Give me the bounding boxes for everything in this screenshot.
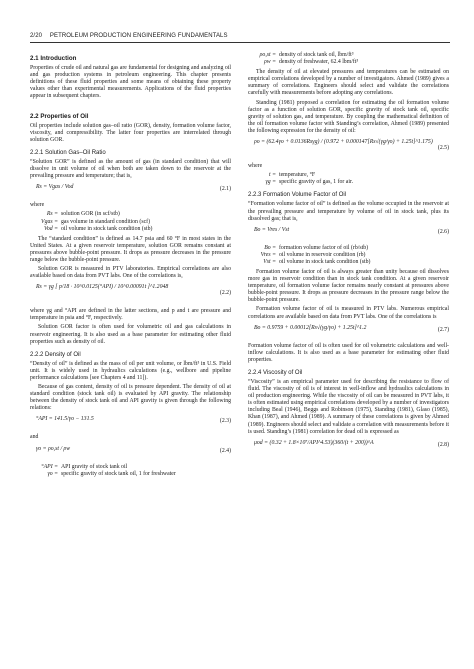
symbol: Vgas = xyxy=(41,218,58,225)
paragraph: Because of gas content, density of oil is pressure dependent. The density of oil at standard condition (stock tank oil) is evaluated by API gravity. The relationship between the density of stock tank oil and API gravity is given through the following relations: xyxy=(30,384,231,412)
subsection-heading-2-2-4: 2.2.4 Viscosity of Oil xyxy=(248,369,303,376)
paragraph: Solution GOR is measured in PTV laboratories. Empirical correlations are also available based on data from PVT labs. One of the correlations is, xyxy=(30,266,231,280)
symbol: Rs = xyxy=(46,211,58,218)
symbol: Vres = xyxy=(260,251,276,258)
definition: API gravity of stock tank oil xyxy=(61,463,128,470)
equation-body: Rs = Vgas / Vod xyxy=(36,184,74,191)
page-number: 2/20 xyxy=(30,33,43,39)
equation-body: μod = (0.32 + 1.8×10⁷/API^4.53)(360/(t + 200))^A xyxy=(254,439,374,446)
equation-number: (2.3) xyxy=(219,418,231,425)
definition: specific gravity of gas, 1 for air. xyxy=(279,179,354,186)
paragraph: Standing (1981) proposed a correlation for estimating the oil formation volume factor as a function of solution GOR, specific gravity of stock tank oil, specific gravity of solution gas, and temperature. By coupling the mathematical definition of the oil formation volume factor with Standing’s correlation, Ahmed (1989) presented the following expression for the density of oil: xyxy=(248,99,449,134)
definition-row xyxy=(30,211,231,218)
paragraph: where γg and °API are defined in the latter sections, and p and t are pressure and temperature in psia and °F, respectively. xyxy=(30,308,231,322)
definition: gas volume in standard condition (scf) xyxy=(61,218,151,225)
definition-row xyxy=(248,252,449,259)
equation-body: Rs = γg [ p/18 · 10^0.0125(°API) / 10^0.00091t ]^1.2048 xyxy=(36,284,169,291)
definition-list xyxy=(248,52,449,66)
equation-number: (2.2) xyxy=(219,290,231,297)
equation-2-7 xyxy=(248,325,449,339)
paragraph: Solution GOR factor is often used for volumetric oil and gas calculations in reservoir engineering. It is also used as a base parameter for estimating other fluid properties such as density of oil. xyxy=(30,324,231,345)
equation-body: Bo = Vres / Vst xyxy=(254,226,290,233)
section-heading-2-2: 2.2 Properties of Oil xyxy=(30,112,89,120)
symbol: γo = xyxy=(47,470,58,477)
definition: specific gravity of stock tank oil, 1 for freshwater xyxy=(61,470,176,477)
subsection-heading-2-2-1: 2.2.1 Solution Gas–Oil Ratio xyxy=(30,149,106,156)
definition-row xyxy=(30,219,231,226)
equation-body: γo = ρo,st / ρw xyxy=(36,445,71,452)
symbol: Vod = xyxy=(43,225,58,232)
symbol: Bo = xyxy=(264,244,276,251)
definition-list xyxy=(248,172,449,186)
symbol: ρo,st = xyxy=(259,52,276,58)
definition: formation volume factor of oil (rb/stb) xyxy=(279,244,369,251)
equation-body: Bo = 0.9759 + 0.00012[Rs√(γg/γo) + 1.25t]^1.2 xyxy=(254,324,367,331)
symbol: Vst = xyxy=(263,258,276,265)
definition-row xyxy=(248,59,449,66)
definition-row xyxy=(248,245,449,252)
paragraph: The density of oil at elevated pressures and temperatures can be estimated on empirical correlations developed by a number of investigators. Ahmed (1989) gives a summary of correlations. Engineers should select and validate the correlations carefully with measurements before adopting any correlations. xyxy=(248,69,449,97)
where-label: where xyxy=(30,202,45,209)
definition-row xyxy=(248,259,449,266)
paragraph: “Formation volume factor of oil” is defined as the volume occupied in the reservoir at the prevailing pressure and temperature by volume of oil in stock tank, plus its dissolved gas; that is, xyxy=(248,201,449,222)
paragraph: Oil properties include solution gas–oil ratio (GOR), density, formation volume factor, viscosity, and compressibility. The latter four properties are interrelated through solution GOR. xyxy=(30,122,231,143)
symbol: t = xyxy=(269,172,276,179)
paragraph: Formation volume factor of oil is always greater than unity because oil dissolves more gas in reservoir condition than in stock tank condition. At a given reservoir temperature, oil formation volume factor remains nearly constant at pressures above bubble-point pressure. It drops as pressure decreases in the pressure range below the bubble-point pressure. xyxy=(248,268,449,304)
equation-number: (2.7) xyxy=(437,326,449,333)
definition: oil volume in reservoir condition (rb) xyxy=(279,251,366,258)
book-title: PETROLEUM PRODUCTION ENGINEERING FUNDAMENTALS xyxy=(49,33,228,39)
symbol: °API = xyxy=(41,463,58,470)
equation-2-8 xyxy=(248,440,449,454)
definition-row xyxy=(248,179,449,186)
definition: oil volume in stock tank condition (stb) xyxy=(61,225,153,232)
definition-list xyxy=(30,211,231,232)
definition: density of stock tank oil, lbm/ft³ xyxy=(279,52,354,58)
equation-number: (2.1) xyxy=(219,186,231,193)
paragraph: “Density of oil” is defined as the mass of oil per unit volume, or lbm/ft³ in U.S. Field unit. It is widely used in hydraulics calculations (e.g., wellbore and pipeline performance calculations [see Chapters 4 and 11]). xyxy=(30,360,231,381)
equation-2-3 xyxy=(30,416,231,430)
paragraph: “Solution GOR” is defined as the amount of gas (in standard condition) that will dissolve in unit volume of oil when both are taken down to the reservoir at the prevailing pressure and temperature; that is, xyxy=(30,159,231,180)
running-header xyxy=(30,33,450,39)
definition: solution GOR (in scf/stb) xyxy=(61,211,120,218)
paragraph: Formation volume factor of oil is measured in PTV labs. Numerous empirical correlations are available based on data from PVT labs. One of the correlations is xyxy=(248,306,449,320)
equation-2-6 xyxy=(248,227,449,241)
equation-2-5 xyxy=(248,139,449,159)
subsection-heading-2-2-3: 2.2.3 Formation Volume Factor of Oil xyxy=(248,192,347,199)
symbol: ρw = xyxy=(263,59,276,66)
equation-body: ρo = (62.4γo + 0.0136Rsγg) / (0.972 + 0.000147[Rs√(γg/γo) + 1.25t]^1.175) xyxy=(254,139,433,146)
equation-number: (2.5) xyxy=(437,145,449,152)
definition-list xyxy=(30,464,231,478)
and-label: and xyxy=(30,434,39,441)
definition: density of freshwater, 62.4 lbm/ft³ xyxy=(279,59,359,66)
section-heading-2-1: 2.1 Introduction xyxy=(30,55,77,62)
equation-body: °API = 141.5/γo − 131.5 xyxy=(36,416,94,423)
paragraph: The “standard condition” is defined as 14.7 psia and 60 °F in most states in the United States. At a given reservoir temperature, solution GOR remains constant at pressures above bubble-point pressure. It drops as pressure decreases in the pressure range below the bubble-point pressure. xyxy=(30,235,231,263)
definition: oil volume in stock tank condition (stb) xyxy=(279,258,371,265)
symbol: γg = xyxy=(265,179,276,186)
equation-number: (2.6) xyxy=(437,228,449,235)
equation-2-1 xyxy=(30,184,231,198)
paragraph: Formation volume factor of oil is often used for oil volumetric calculations and well-inflow calculations. It is also used as a base parameter for estimating other fluid properties. xyxy=(248,342,449,363)
header-rule xyxy=(30,42,450,43)
left-column xyxy=(30,50,231,481)
equation-number: (2.4) xyxy=(219,447,231,454)
where-label: where xyxy=(248,163,263,170)
right-column xyxy=(248,50,449,458)
definition-row xyxy=(30,464,231,471)
definition: temperature, °F xyxy=(279,172,316,179)
equation-2-4 xyxy=(30,446,231,460)
subsection-heading-2-2-2: 2.2.2 Density of Oil xyxy=(30,351,81,358)
equation-number: (2.8) xyxy=(437,441,449,448)
definition-row xyxy=(30,471,231,478)
paragraph: Properties of crude oil and natural gas are fundamental for designing and analyzing oil and gas production systems in petroleum engineering. This chapter presents definitions of these fluid properties and some means of obtaining these property values other than experimental measurements. Applications of the fluid properties appear in subsequent chapters. xyxy=(30,65,231,100)
definition-list xyxy=(248,245,449,266)
definition-row xyxy=(30,226,231,233)
paragraph: “Viscosity” is an empirical parameter used for describing the resistance to flow of fluid. The viscosity of oil is of interest in well-inflow and hydraulics calculations in oil production engineering. While the viscosity of oil can be measured in PVT labs, it is often estimated using empirical correlations developed by a number of investigators including Beal (1946), Beggs and Robinson (1975), Standing (1981), Glaso (1985), Khan (1987), and Ahmed (1989). A summary of these correlations is given by Ahmed (1989). Engineers should select and validate a correlation with measurements before it is used. Standing’s (1981) correlation for dead oil is expressed as xyxy=(248,379,449,435)
equation-2-2 xyxy=(30,284,231,304)
